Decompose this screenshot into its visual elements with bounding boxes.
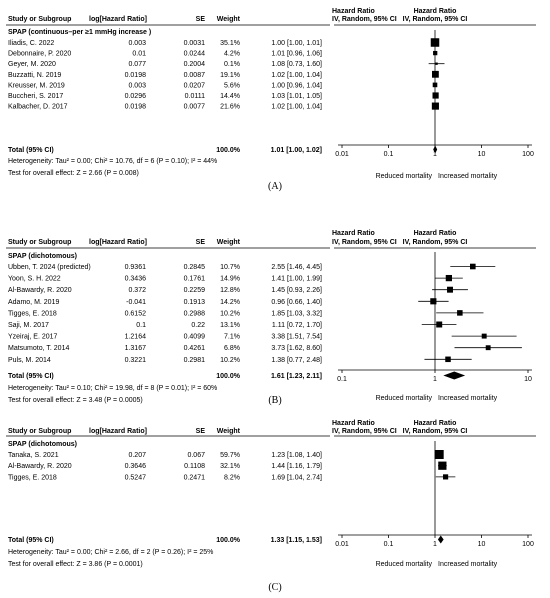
panel-b-row-loghr: 0.372 [128,287,146,295]
panel-c-header-hr-title: Hazard Ratio [332,420,375,427]
panel-a-row-loghr: 0.0198 [124,103,146,111]
panel-a-header-hr-sub: IV, Random, 95% CI [332,16,397,23]
panel-c-header-loghr: log[Hazard Ratio] [89,428,147,435]
panel-c-point-estimate [435,450,444,459]
panel-b-header-hr-title: Hazard Ratio [332,230,375,237]
panel-c-row-weight: 32.1% [220,463,240,471]
panel-c-x-tick-label: 0.01 [335,541,349,548]
panel-b-x-tick-label: 1 [433,376,437,383]
panel-a-total-weight: 100.0% [216,147,240,154]
panel-b-row-study: Matsumoto, T. 2014 [8,345,70,353]
panel-b-row-weight: 7.1% [224,333,240,341]
panel-c-row-study: Al-Bawardy, R. 2020 [8,463,72,471]
panel-b-row-ci: 0.96 [0.66, 1.40] [271,298,322,306]
panel-b-point-estimate [446,275,452,281]
panel-b-row-study: Yoon, S. H. 2022 [8,275,61,283]
panel-b-row-se: 0.2259 [183,287,205,295]
panel-c-subgroup-label: SPAP (dichotomous) [8,441,77,448]
panel-c-footer-reduced: Reduced mortality [375,561,432,568]
panel-b-row-se: 0.1913 [183,298,205,306]
panel-b-total-label: Total (95% CI) [8,373,54,380]
panel-b-header-hr-sub: IV, Random, 95% CI [332,239,397,246]
panel-c-row-weight: 8.2% [224,474,240,482]
panel-c-x-tick-label: 100 [522,541,534,548]
panel-a-row-loghr: 0.077 [128,61,146,69]
panel-a-row-study: Kalbacher, D. 2017 [8,103,68,111]
panel-c-x-tick-label: 0.1 [383,541,394,548]
panel-b-row-ci: 1.38 [0.77, 2.48] [271,356,322,364]
panel-b-header-study: Study or Subgroup [8,239,72,246]
panel-c-row-ci: 1.44 [1.16, 1.79] [271,463,322,471]
panel-b-row-weight: 13.1% [220,322,240,329]
panel-b-point-estimate [486,345,491,350]
panel-a-row-weight: 4.2% [224,50,240,58]
panel-c-x-tick-label: 10 [477,541,486,548]
panel-b-point-estimate [457,310,463,316]
panel-c-header-plot-sub: IV, Random, 95% CI [402,428,468,435]
panel-c-header-se: SE [195,428,205,435]
panel-b-row-ci: 3.38 [1.51, 7.54] [271,333,322,341]
panel-b-row-study: Puls, M. 2014 [8,356,51,364]
panel-c-caption: (C) [268,582,282,593]
panel-a-row-ci: 1.08 [0.73, 1.60] [271,61,322,69]
panel-c-row-study: Tigges, E. 2018 [8,474,57,482]
panel-b-header-plot-title: Hazard Ratio [413,230,457,237]
panel-c-header-hr-sub: IV, Random, 95% CI [332,428,397,435]
panel-a-x-tick-label: 10 [477,151,486,158]
panel-b-row-weight: 10.2% [220,356,240,364]
panel-c-footer-increased: Increased mortality [438,561,498,568]
panel-b-total-diamond [443,372,465,380]
panel-b-overall-effect: Test for overall effect: Z = 3.48 (P = 0.0005) [8,397,143,404]
panel-a-row-loghr: 0.0198 [124,71,146,79]
panel-b-row-se: 0.4261 [183,345,205,353]
panel-c-header-plot-title: Hazard Ratio [413,420,457,427]
panel-a-point-estimate [432,71,439,78]
panel-b-row-loghr: 0.1 [136,322,146,329]
panel-c-row-ci: 1.23 [1.08, 1.40] [271,452,322,459]
panel-a-row-se: 0.0207 [183,82,205,90]
panel-a-caption: (A) [268,181,282,192]
panel-a-row-se: 0.0244 [183,50,205,58]
panel-b-point-estimate [436,322,442,328]
panel-b-row-study: Saji, M. 2017 [8,322,49,329]
panel-b-row-ci: 1.45 [0.93, 2.26] [271,287,322,295]
panel-b-row-study: Tigges, E. 2018 [8,310,57,318]
panel-c-row-ci: 1.69 [1.04, 2.74] [271,474,322,482]
panel-b-row-study: Adamo, M. 2019 [8,298,60,306]
panel-b-point-estimate [470,264,476,270]
panel-b-row-loghr: 0.3221 [124,356,146,364]
panel-a-header-se: SE [195,16,205,23]
panel-b-row-weight: 14.9% [220,275,240,283]
panel-a-row-ci: 1.03 [1.01, 1.05] [271,93,322,100]
panel-a-total-label: Total (95% CI) [8,147,54,154]
panel-c-row-se: 0.2471 [183,474,205,482]
panel-a-point-estimate [433,83,438,88]
panel-b-row-loghr: -0.041 [126,298,146,306]
panel-a-x-tick-label: 1 [433,151,437,158]
panel-a-row-loghr: 0.003 [128,82,146,90]
panel-a-heterogeneity: Heterogeneity: Tau² = 0.00; Chi² = 10.76, df = 6 (P = 0.10); I² = 44% [8,158,218,165]
panel-c-row-loghr: 0.207 [128,452,146,459]
panel-a-header-plot-sub: IV, Random, 95% CI [402,16,468,23]
panel-b-point-estimate [430,298,436,304]
panel-b-row-se: 0.4099 [183,333,205,341]
panel-a-row-study: Geyer, M. 2020 [8,61,56,69]
panel-c-total-weight: 100.0% [216,537,240,544]
panel-c-row-se: 0.1108 [184,463,205,471]
panel-b-row-ci: 1.11 [0.72, 1.70] [271,322,322,329]
panel-b-row-loghr: 1.3167 [124,345,146,353]
panel-a-row-study: Kreusser, M. 2019 [8,82,65,90]
panel-a-point-estimate [433,92,439,98]
panel-b-row-weight: 6.8% [224,345,240,353]
panel-b-footer-increased: Increased mortality [438,395,498,402]
panel-b-row-loghr: 0.9361 [124,264,146,271]
panel-c-row-weight: 59.7% [220,452,240,459]
panel-b-total-weight: 100.0% [216,373,240,380]
panel-b-header-se: SE [195,239,205,246]
panel-c-x-tick-label: 1 [433,541,437,548]
panel-c-point-estimate [438,462,446,470]
panel-b-point-estimate [482,334,487,339]
panel-c-overall-effect: Test for overall effect: Z = 3.86 (P = 0.0001) [8,561,143,568]
panel-a-overall-effect: Test for overall effect: Z = 2.66 (P = 0.008) [8,170,139,177]
panel-a-subgroup-label: SPAP (continuous–per ≥1 mmHg increase ) [8,29,152,36]
panel-a-header-loghr: log[Hazard Ratio] [89,16,147,23]
panel-b-footer-reduced: Reduced mortality [375,395,432,402]
panel-b-row-se: 0.2845 [183,264,205,271]
panel-b-row-loghr: 0.6152 [124,310,146,318]
panel-a-row-weight: 5.6% [224,82,240,90]
panel-b-row-study: Yzeiraj, E. 2017 [8,333,58,341]
panel-a-row-weight: 35.1% [220,40,240,47]
panel-b-caption: (B) [268,395,282,406]
panel-a-x-tick-label: 100 [522,151,534,158]
panel-b-point-estimate [447,287,453,293]
panel-c-row-study: Tanaka, S. 2021 [8,452,59,459]
panel-a-row-weight: 0.1% [224,61,240,69]
panel-a-row-se: 0.0031 [183,40,205,47]
panel-b-header-loghr: log[Hazard Ratio] [89,239,147,246]
panel-a-x-tick-label: 0.01 [335,151,349,158]
panel-b-subgroup-label: SPAP (dichotomous) [8,253,77,260]
panel-a-row-weight: 19.1% [220,71,240,79]
panel-a-row-ci: 1.00 [1.00, 1.01] [271,40,322,47]
panel-c-row-loghr: 0.5247 [124,474,146,482]
panel-b-row-study: Ubben, T. 2024 (predicted) [8,264,91,271]
panel-a-row-weight: 14.4% [220,93,240,100]
panel-a-point-estimate [435,63,437,65]
panel-a-row-study: Debonnaire, P. 2020 [8,50,72,58]
panel-b-x-tick-label: 10 [524,376,532,383]
panel-b-row-ci: 3.73 [1.62, 8.60] [271,345,322,353]
panel-b-x-tick-label: 0.1 [337,376,347,383]
panel-a-row-ci: 1.02 [1.00, 1.04] [271,103,322,111]
panel-c-point-estimate [443,474,448,479]
panel-a-row-ci: 1.02 [1.00, 1.04] [271,71,322,79]
panel-b-row-weight: 10.7% [220,264,240,271]
panel-a-row-study: Iliadis, C. 2022 [8,40,55,47]
panel-a-footer-increased: Increased mortality [438,173,498,180]
panel-a-row-study: Buccheri, S. 2017 [8,93,64,100]
panel-b-row-weight: 10.2% [220,310,240,318]
panel-a-header-plot-title: Hazard Ratio [413,8,457,15]
panel-b-row-se: 0.2988 [183,310,205,318]
panel-b-row-loghr: 0.3436 [124,275,146,283]
panel-b-row-ci: 2.55 [1.46, 4.45] [271,264,322,271]
panel-c-total-diamond [438,536,444,544]
panel-b-row-study: Al-Bawardy, R. 2020 [8,287,72,295]
panel-a-row-loghr: 0.003 [128,40,146,47]
panel-c-row-loghr: 0.3646 [124,463,146,471]
panel-a-header-study: Study or Subgroup [8,16,72,23]
panel-b-row-weight: 12.8% [220,287,240,295]
panel-a-total-ci: 1.01 [1.00, 1.02] [270,147,322,154]
panel-b-row-se: 0.2981 [183,356,205,364]
panel-a-row-weight: 21.6% [220,103,240,111]
panel-a-row-ci: 1.00 [0.96, 1.04] [271,82,322,90]
panel-c-header-weight: Weight [216,428,240,435]
panel-a-point-estimate [431,38,440,47]
panel-a-row-loghr: 0.01 [132,50,146,58]
panel-b-heterogeneity: Heterogeneity: Tau² = 0.10; Chi² = 19.98, df = 8 (P = 0.01); I² = 60% [8,385,218,392]
panel-b-total-ci: 1.61 [1.23, 2.11] [271,373,322,380]
panel-b-row-loghr: 1.2164 [124,333,146,341]
panel-c-row-se: 0.067 [187,452,205,459]
panel-a-row-se: 0.0087 [183,71,205,79]
panel-b-row-weight: 14.2% [220,298,240,306]
panel-a-row-loghr: 0.0296 [124,93,146,100]
panel-a-row-se: 0.0111 [184,93,205,100]
panel-c-header-study: Study or Subgroup [8,428,72,435]
panel-c-heterogeneity: Heterogeneity: Tau² = 0.00; Chi² = 2.66, df = 2 (P = 0.26); I² = 25% [8,549,214,556]
panel-c-total-label: Total (95% CI) [8,537,54,544]
panel-b-point-estimate [445,357,451,363]
panel-a-row-ci: 1.01 [0.96, 1.06] [271,50,322,58]
panel-b-row-se: 0.1761 [183,275,205,283]
panel-b-header-plot-sub: IV, Random, 95% CI [402,239,468,246]
panel-a-x-tick-label: 0.1 [383,151,394,158]
panel-b-row-se: 0.22 [191,322,205,329]
panel-a-row-se: 0.0077 [183,103,205,111]
panel-a-point-estimate [432,103,439,110]
panel-a-row-se: 0.2004 [183,61,205,69]
panel-a-point-estimate [433,51,437,55]
panel-a-footer-reduced: Reduced mortality [375,173,432,180]
panel-b-row-ci: 1.85 [1.03, 3.32] [271,310,322,318]
panel-a-header-weight: Weight [216,16,240,23]
panel-c-total-ci: 1.33 [1.15, 1.53] [270,537,322,544]
panel-a-header-hr-title: Hazard Ratio [332,8,375,15]
panel-b-row-ci: 1.41 [1.00, 1.99] [271,275,322,283]
panel-a-row-study: Buzzatti, N. 2019 [8,71,62,79]
panel-b-header-weight: Weight [216,239,240,246]
